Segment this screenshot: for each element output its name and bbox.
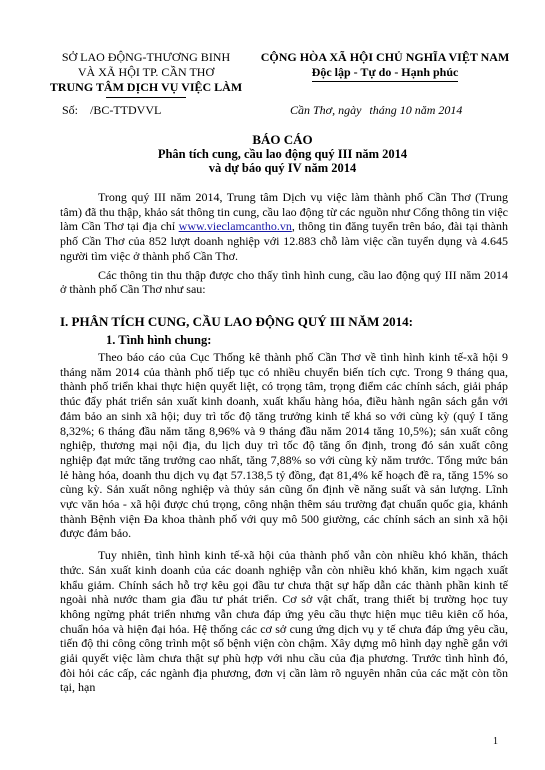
agency-underline xyxy=(106,97,186,98)
national-motto: Độc lập - Tự do - Hạnh phúc xyxy=(312,65,459,82)
agency-header xyxy=(46,50,246,98)
report-title-line-1: BÁO CÁO xyxy=(252,132,313,147)
document-date xyxy=(290,103,462,118)
report-title xyxy=(60,133,505,175)
website-link[interactable]: www.vieclamcantho.vn xyxy=(178,219,292,234)
intro-text-after-link: , thông tin đăng tuyển trên báo, đài tại thành phố Cần Thơ của 852 lượt doanh nghiệp với 12.883 chỗ làm việc cần tuyển dụng và 4.645 người tìm việc ở thành phố Cần Thơ. xyxy=(60,219,508,263)
intro-section xyxy=(60,190,508,297)
national-title: CỘNG HÒA XÃ HỘI CHỦ NGHĨA VIỆT NAM xyxy=(260,50,510,64)
subsection-heading: 1. Tình hình chung: xyxy=(106,333,212,347)
section-body xyxy=(60,350,508,695)
page-number: 1 xyxy=(493,736,498,747)
report-title-line-2: Phân tích cung, cầu lao động quý III năm 2014 xyxy=(157,147,408,161)
intro-paragraph-1 xyxy=(60,190,508,264)
agency-line-2: VÀ XÃ HỘI TP. CẦN THƠ xyxy=(77,65,215,79)
agency-line-1: SỞ LAO ĐỘNG-THƯƠNG BINH xyxy=(61,50,231,64)
section-paragraph-2: Tuy nhiên, tình hình kinh tế-xã hội của thành phố vẫn còn nhiều khó khăn, thách thức. Sản xuất kinh doanh của các doanh nghiệp vẫn còn nhiều khó khăn, kim ngạch xuất khẩu giảm. Chính sách hỗ trợ kêu gọi đầu tư chưa thật sự hấp dẫn các thành phần kinh tế ngoài nhà nước tham gia đầu tư phát triển. Cơ sở vật chất, trang thiết bị trường học tuy không ngừng phát triển nhưng vẫn chưa đáp ứng yêu cầu thực hiện mục tiêu kiên cố hóa, chuẩn hóa và hiện đại hóa. Hệ thống các cơ sở cung ứng dịch vụ y tế chưa đáp ứng yêu cầu, tiến độ thi công công trình một số bệnh viện còn chậm. Xây dựng mô hình dạy nghề gắn với giải quyết việc làm chưa thật sự phù hợp với nhu cầu của địa phương. Trước tình hình đó, đòi hỏi các cấp, các ngành địa phương, đơn vị cần làm rõ nguyên nhân của các mặt còn tồn tại, hạn xyxy=(60,548,508,695)
document-number-label: Số: xyxy=(62,103,79,117)
agency-line-3: TRUNG TÂM DỊCH VỤ VIỆC LÀM xyxy=(49,80,243,94)
report-title-line-3: và dự báo quý IV năm 2014 xyxy=(208,161,357,175)
intro-paragraph-2: Các thông tin thu thập được cho thấy tình hình cung, cầu lao động quý III năm 2014 ở thành phố Cần Thơ như sau: xyxy=(60,267,508,297)
intro-text-before-link: Trong quý III năm 2014, Trung tâm Dịch vụ việc làm thành phố Cần Thơ (Trung tâm) đã thu thập, khảo sát thông tin cung, cầu lao động từ các nguồn như Cổng thông tin việc làm Cần Thơ tại địa chỉ xyxy=(60,190,508,234)
date-month: tháng 10 năm 2014 xyxy=(369,103,463,117)
section-heading: I. PHÂN TÍCH CUNG, CẦU LAO ĐỘNG QUÝ III NĂM 2014: xyxy=(60,314,413,329)
document-number-code: /BC-TTDVVL xyxy=(90,103,162,117)
national-header xyxy=(250,50,520,82)
section-paragraph-1: Theo báo cáo của Cục Thống kê thành phố Cần Thơ về tình hình kinh tế-xã hội 9 tháng năm 2014 của thành phố tiếp tục có nhiều chuyển biến tích cực. Trong 9 tháng qua, thành phố triển khai thực hiện quyết liệt, có trọng tâm, trọng điểm các chính sách, giải pháp thúc đẩy phát triển sản xuất kinh doanh, xuất khẩu hàng hóa, điều hành ngân sách gắn với đảm bảo an sinh xã hội; duy trì tốc độ tăng trưởng kinh tế khá so với cùng kỳ (quý I tăng 8,32%; 6 tháng đầu năm tăng 8,96% và 9 tháng đầu năm 2014 tăng 10,5%); sản xuất công nghiệp, thương mại nội địa, du lịch duy trì tốc độ tăng ổn định, trong đó sản xuất công nghiệp đạt mức tăng trưởng cao nhất, tăng 7,88% so với cùng kỳ năm trước. Tổng mức bán lẻ hàng hóa, doanh thu dịch vụ đạt 57.138,5 tỷ đồng, đạt 81,4% kế hoạch đề ra, tăng 15% so cùng kỳ. Sản xuất nông nghiệp và thủy sản cũng ổn định về năng suất và sản lượng. Lĩnh vực văn hóa - xã hội được chú trọng, công nhận thêm sáu trường đạt chuẩn quốc gia, khánh thành Bệnh viện Đa khoa thành phố với quy mô 500 giường, các chính sách an sinh xã hội được đảm bảo. xyxy=(60,350,508,541)
date-place: Cần Thơ, ngày xyxy=(290,103,362,117)
document-number xyxy=(62,103,161,118)
